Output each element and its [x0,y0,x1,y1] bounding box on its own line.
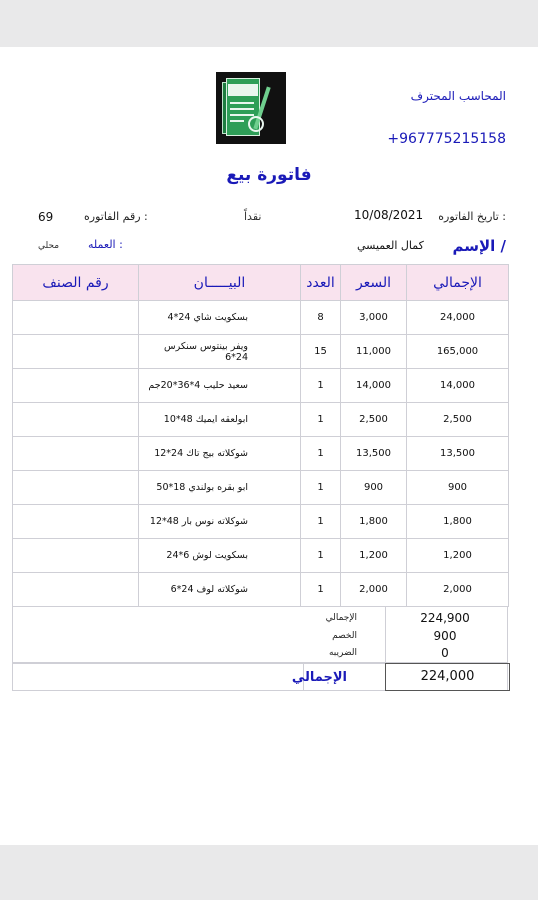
header-price: السعر [341,265,407,301]
cell-description: شوكلاته لوف 24*6 [139,573,301,607]
cell-price: 1,200 [341,539,407,573]
cell-total: 1,800 [407,505,509,539]
table-row [13,505,509,539]
cell-qty: 8 [301,301,341,335]
table-row [13,335,509,369]
cell-code [13,301,139,335]
cell-qty: 15 [301,335,341,369]
customer-name-label: الإسم / [452,237,506,255]
header-qty: العدد [301,265,341,301]
table-row [13,369,509,403]
discount-label: الخصم [332,631,357,641]
cell-description: شوكلاته بيج تاك 24*12 [139,437,301,471]
company-logo-icon [216,72,286,144]
cell-total: 2,000 [407,573,509,607]
cell-qty: 1 [301,505,341,539]
cell-description: سعيد حليب 4*36*20جم [139,369,301,403]
cell-price: 13,500 [341,437,407,471]
grand-total-label: الإجمالي [291,670,347,685]
cell-total: 900 [407,471,509,505]
table-row [13,471,509,505]
discount-value: 900 [433,629,457,643]
currency-value: محلي [38,241,60,251]
cell-description: بسكويت شاي 24*4 [139,301,301,335]
invoice-date-value: 10/08/2021 [354,208,424,222]
company-name: المحاسب المحترف [410,89,506,103]
customer-name-value: كمال العميسي [357,239,424,252]
tax-label: الضريبه [328,648,357,658]
cell-code [13,369,139,403]
cell-qty: 1 [301,403,341,437]
items-table [12,264,509,607]
cell-description: ابولعقه ايميك 48*10 [139,403,301,437]
cell-description: شوكلاته نوس بار 48*12 [139,505,301,539]
header-description: البيـــــان [139,265,301,301]
cell-description: ابو بقره بولندي 18*50 [139,471,301,505]
header-code: رقم الصنف [13,265,139,301]
table-row [13,301,509,335]
grand-total-row [12,663,508,691]
cell-code [13,335,139,369]
table-row [13,437,509,471]
cell-code [13,505,139,539]
tax-value: 0 [441,646,449,660]
cell-qty: 1 [301,437,341,471]
invoice-title: فاتورة بيع [226,165,312,185]
invoice-number-value: 69 [38,210,54,224]
cell-total: 13,500 [407,437,509,471]
cell-price: 2,500 [341,403,407,437]
cell-qty: 1 [301,573,341,607]
table-row [13,539,509,573]
company-phone: +967775215158 [387,131,506,147]
table-row [13,573,509,607]
cell-qty: 1 [301,539,341,573]
payment-type: نقداً [244,210,262,223]
cell-price: 900 [341,471,407,505]
subtotal-label: الإجمالي [325,613,357,623]
cell-price: 11,000 [341,335,407,369]
currency-label: العمله : [88,238,123,251]
cell-price: 3,000 [341,301,407,335]
cell-qty: 1 [301,369,341,403]
cell-code [13,471,139,505]
cell-price: 1,800 [341,505,407,539]
cell-price: 2,000 [341,573,407,607]
cell-qty: 1 [301,471,341,505]
cell-total: 24,000 [407,301,509,335]
grand-total-value: 224,000 [385,663,510,691]
cell-total: 165,000 [407,335,509,369]
table-header-row [13,265,509,301]
cell-code [13,403,139,437]
cell-description: بسكويت لوش 6*24 [139,539,301,573]
cell-code [13,437,139,471]
cell-code [13,573,139,607]
cell-price: 14,000 [341,369,407,403]
header-total: الإجمالي [407,265,509,301]
invoice-number-label: رقم الفاتوره : [84,210,148,223]
table-row [13,403,509,437]
cell-total: 2,500 [407,403,509,437]
cell-total: 14,000 [407,369,509,403]
invoice-date-label: تاريخ الفاتوره : [438,210,506,223]
cell-total: 1,200 [407,539,509,573]
cell-code [13,539,139,573]
cell-description: ويفر بينتوس سنكرس 24*6 [139,335,301,369]
summary-block [12,607,508,663]
subtotal-value: 224,900 [420,611,470,625]
invoice-page [0,47,538,845]
